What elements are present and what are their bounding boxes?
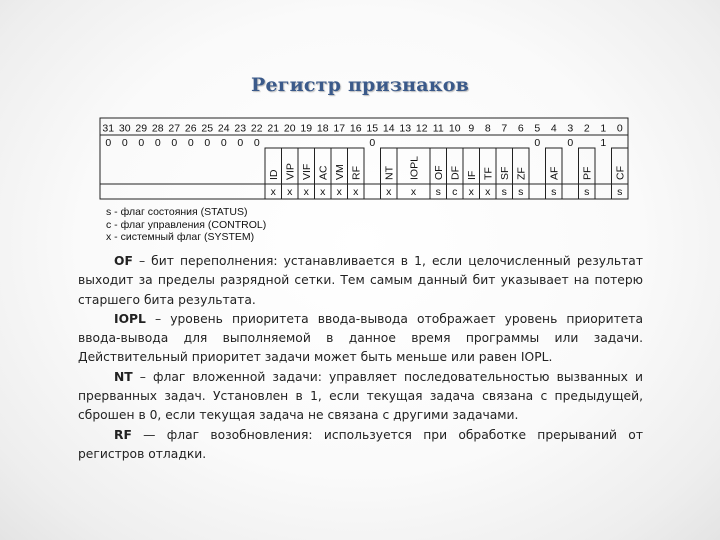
flag-label-tf: TF <box>482 167 495 180</box>
flag-type-af: s <box>551 186 557 198</box>
bit-number-10: 10 <box>448 122 461 135</box>
bit-number-8: 8 <box>484 122 491 135</box>
term-nt: NT <box>114 369 133 384</box>
flag-label-vip: VIP <box>284 163 297 180</box>
bit-number-4: 4 <box>550 122 557 135</box>
bit-number-19: 19 <box>300 122 313 135</box>
text-nt: – флаг вложенной задачи: управляет последовательностью вызванных и прерванных задач. Установлен в 1, если текущая задача связана с предыдущей, сброшен в 0, если текущая задача не связана с другими задачами. <box>78 369 643 423</box>
flag-type-nt: x <box>386 186 392 198</box>
bit-number-0: 0 <box>616 122 623 135</box>
bit-number-5: 5 <box>534 122 541 135</box>
reserved-bit-3: 0 <box>567 137 574 149</box>
bit-number-13: 13 <box>399 122 412 135</box>
bit-number-15: 15 <box>366 122 379 135</box>
bit-number-22: 22 <box>250 122 263 135</box>
text-rf: — флаг возобновления: используется при обработке прерываний от регистров отладки. <box>78 427 643 461</box>
term-rf: RF <box>114 427 132 442</box>
bit-number-17: 17 <box>333 122 346 135</box>
bit-number-6: 6 <box>517 122 524 135</box>
legend-status: s - флаг состояния (STATUS) <box>106 206 248 218</box>
bit-number-24: 24 <box>217 122 230 135</box>
legend-control: c - флаг управления (CONTROL) <box>106 218 267 231</box>
flag-type-vif: x <box>303 186 309 198</box>
flag-label-iopl: IOPL <box>408 156 421 180</box>
reserved-bit-31: 0 <box>105 137 112 149</box>
reserved-bit-27: 0 <box>171 137 178 149</box>
bit-number-28: 28 <box>151 122 164 135</box>
flag-type-cf: s <box>617 186 623 198</box>
term-of: OF <box>114 254 133 268</box>
reserved-bit-24: 0 <box>220 137 227 149</box>
flag-type-tf: x <box>485 186 491 198</box>
bit-number-2: 2 <box>583 122 590 135</box>
flag-label-af: AF <box>548 166 561 180</box>
flag-type-sf: s <box>501 186 507 198</box>
flag-descriptions <box>78 252 643 464</box>
reserved-bit-15: 0 <box>369 137 376 149</box>
reserved-bit-22: 0 <box>253 137 260 149</box>
flag-label-vm: VM <box>334 164 347 180</box>
bit-number-25: 25 <box>201 122 214 135</box>
paragraph-of <box>78 252 643 310</box>
flag-type-iopl: x <box>410 186 417 198</box>
flag-type-if: x <box>468 186 474 198</box>
bit-number-1: 1 <box>600 122 607 135</box>
legend-system: x - системный флаг (SYSTEM) <box>106 231 255 243</box>
flag-label-ac: AC <box>317 165 330 180</box>
bit-number-16: 16 <box>349 122 362 135</box>
bit-number-18: 18 <box>316 122 329 135</box>
bit-number-3: 3 <box>567 122 574 135</box>
reserved-bit-29: 0 <box>138 137 145 149</box>
flag-label-df: DF <box>449 166 462 180</box>
flag-label-of: OF <box>433 165 446 180</box>
paragraph-nt <box>78 368 643 426</box>
text-iopl: – уровень приоритета ввода-вывода отображает уровень приоритета ввода-вывода для выполняемой в данное время программы или задачи. Действительный приоритет задачи может быть меньше или равен IOPL. <box>78 311 643 365</box>
flag-label-cf: CF <box>614 166 627 180</box>
bit-number-31: 31 <box>102 122 115 135</box>
paragraph-iopl <box>78 310 643 368</box>
bit-number-14: 14 <box>382 122 395 135</box>
bit-number-11: 11 <box>432 122 444 135</box>
flag-label-pf: PF <box>581 166 594 180</box>
flag-label-zf: ZF <box>515 167 528 180</box>
bit-number-23: 23 <box>234 122 247 135</box>
flag-type-vm: x <box>336 186 342 198</box>
term-iopl: IOPL <box>114 311 146 326</box>
bit-number-26: 26 <box>184 122 197 135</box>
flag-type-zf: s <box>518 186 524 198</box>
reserved-bit-26: 0 <box>187 137 194 149</box>
flag-label-if: IF <box>466 170 479 180</box>
flag-label-id: ID <box>268 169 281 180</box>
reserved-bit-5: 0 <box>534 137 541 149</box>
reserved-bit-30: 0 <box>121 137 128 149</box>
flag-label-nt: NT <box>383 166 396 180</box>
bit-number-30: 30 <box>118 122 131 135</box>
flag-legend <box>106 206 266 244</box>
flag-type-vip: x <box>287 186 293 198</box>
bit-number-7: 7 <box>501 122 508 135</box>
bit-number-29: 29 <box>135 122 148 135</box>
flag-type-ac: x <box>320 186 326 198</box>
bit-number-9: 9 <box>468 122 475 135</box>
paragraph-rf <box>78 426 643 465</box>
bit-number-27: 27 <box>168 122 181 135</box>
reserved-bit-25: 0 <box>204 137 211 149</box>
bit-number-21: 21 <box>267 122 280 135</box>
reserved-bit-28: 0 <box>154 137 161 149</box>
flag-label-sf: SF <box>499 166 512 180</box>
flag-type-pf: s <box>584 186 590 198</box>
bit-number-12: 12 <box>415 122 428 135</box>
bit-number-20: 20 <box>283 122 296 135</box>
flag-type-rf: x <box>353 186 359 198</box>
slide-title: Регистр признаков <box>251 74 469 96</box>
flag-type-of: s <box>435 186 441 198</box>
flag-label-rf: RF <box>350 166 363 180</box>
text-of: – бит переполнения: устанавливается в 1, если целочисленный результат выходит за пределы разрядной сетки. Тем самым данный бит указывает на потерю старшего бита результата. <box>78 254 643 307</box>
flag-type-df: c <box>452 186 458 198</box>
flag-label-vif: VIF <box>301 163 314 180</box>
reserved-bit-1: 1 <box>600 137 607 149</box>
flag-type-id: x <box>270 186 276 198</box>
reserved-bit-23: 0 <box>237 137 244 149</box>
